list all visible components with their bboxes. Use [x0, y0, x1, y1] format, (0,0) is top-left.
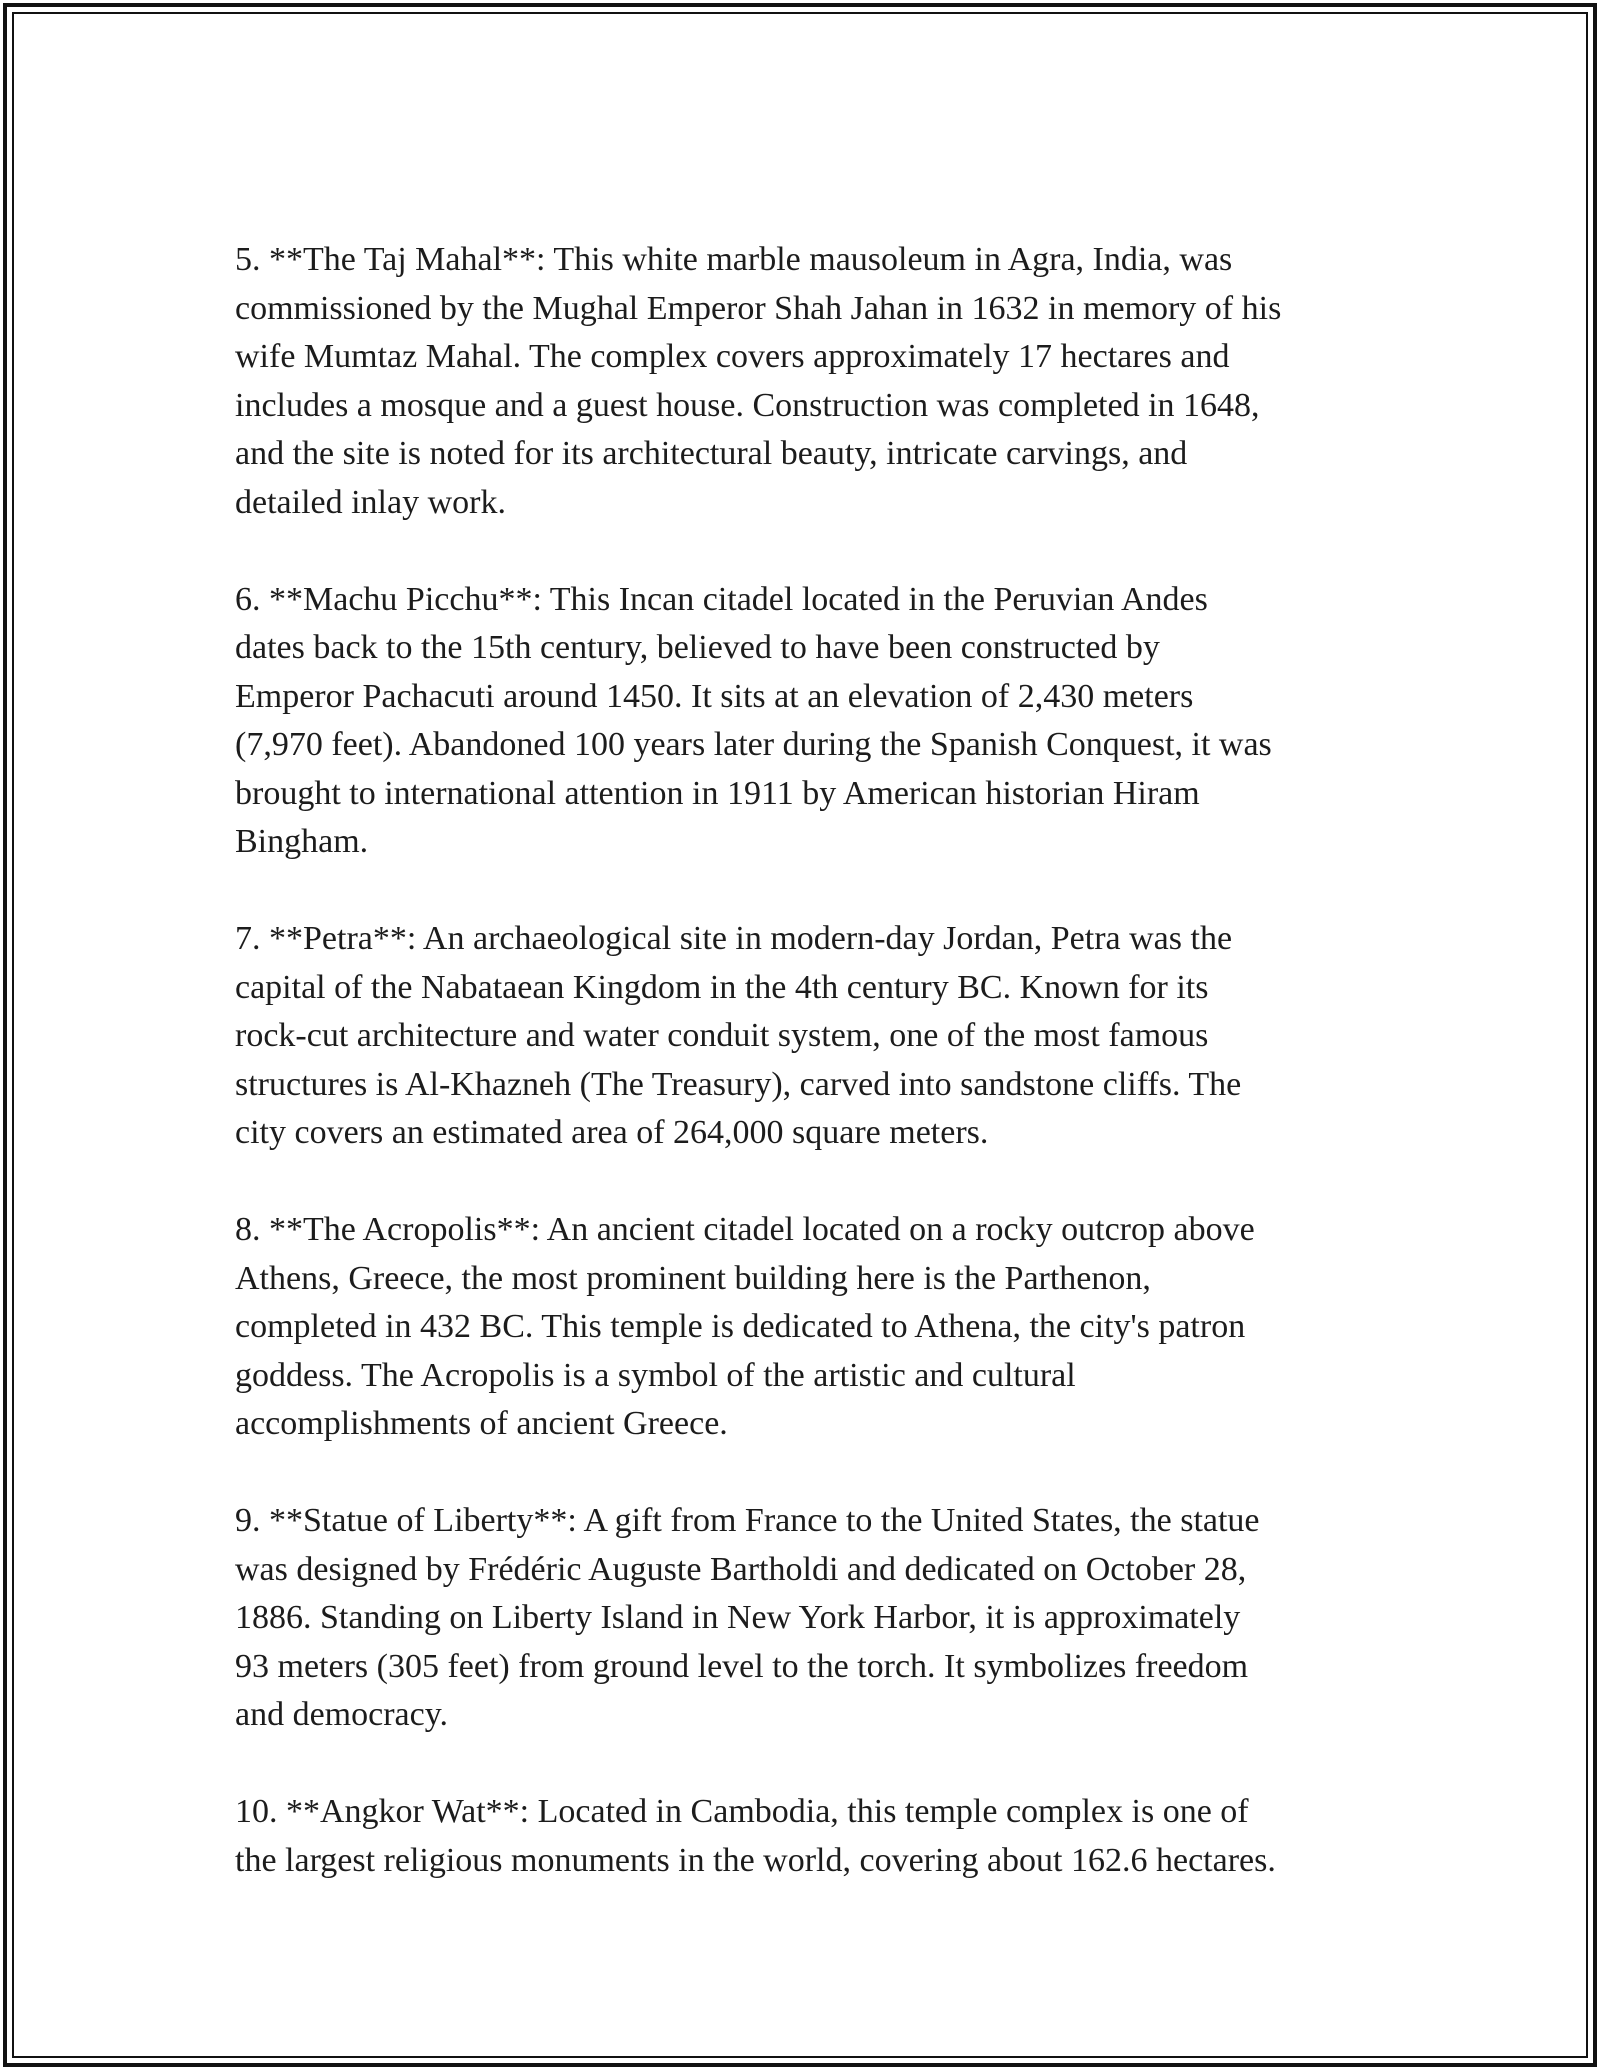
text-line: Athens, Greece, the most prominent building here is the Parthenon,	[235, 1259, 1151, 1297]
document-body	[235, 236, 1395, 1885]
list-item-statue-of-liberty	[235, 1497, 1395, 1740]
text-line: commissioned by the Mughal Emperor Shah Jahan in 1632 in memory of his	[235, 289, 1282, 327]
text-line: 10. **Angkor Wat**: Located in Cambodia, this temple complex is one of	[235, 1793, 1249, 1830]
text-line: dates back to the 15th century, believed to have been constructed by	[235, 629, 1160, 666]
text-line: Emperor Pachacuti around 1450. It sits at an elevation of 2,430 meters	[235, 677, 1194, 715]
text-line: 1886. Standing on Liberty Island in New York Harbor, it is approximately	[235, 1599, 1241, 1636]
text-line: 5. **The Taj Mahal**: This white marble mausoleum in Agra, India, was	[235, 241, 1233, 278]
text-line: 8. **The Acropolis**: An ancient citadel located on a rocky outcrop above	[235, 1211, 1255, 1248]
text-line: capital of the Nabataean Kingdom in the 4th century BC. Known for its	[235, 968, 1209, 1006]
text-line: brought to international attention in 1911 by American historian Hiram	[235, 774, 1200, 812]
text-line: 7. **Petra**: An archaeological site in modern-day Jordan, Petra was the	[235, 920, 1233, 957]
text-line: goddess. The Acropolis is a symbol of the artistic and cultural	[235, 1356, 1076, 1394]
text-line: and the site is noted for its architectural beauty, intricate carvings, and	[235, 435, 1188, 472]
text-line: Bingham.	[235, 823, 369, 860]
text-line: city covers an estimated area of 264,000 square meters.	[235, 1114, 989, 1151]
text-line: and democracy.	[235, 1696, 449, 1733]
list-item-machu-picchu	[235, 576, 1395, 867]
text-line: structures is Al-Khazneh (The Treasury), carved into sandstone cliffs. The	[235, 1065, 1242, 1103]
text-line: (7,970 feet). Abandoned 100 years later during the Spanish Conquest, it was	[235, 726, 1272, 763]
list-item-angkor-wat	[235, 1788, 1395, 1885]
text-line: wife Mumtaz Mahal. The complex covers approximately 17 hectares and	[235, 338, 1230, 375]
text-line: completed in 432 BC. This temple is dedicated to Athena, the city's patron	[235, 1308, 1246, 1345]
text-line: 93 meters (305 feet) from ground level to the torch. It symbolizes freedom	[235, 1647, 1249, 1685]
text-line: detailed inlay work.	[235, 483, 506, 521]
text-line: was designed by Frédéric Auguste Bartholdi and dedicated on October 28,	[235, 1550, 1247, 1588]
text-line: includes a mosque and a guest house. Construction was completed in 1648,	[235, 386, 1260, 424]
text-line: rock-cut architecture and water conduit system, one of the most famous	[235, 1017, 1209, 1054]
list-item-petra	[235, 915, 1395, 1158]
text-line: the largest religious monuments in the world, covering about 162.6 hectares.	[235, 1841, 1276, 1879]
list-item-taj-mahal	[235, 236, 1395, 527]
text-line: 6. **Machu Picchu**: This Incan citadel located in the Peruvian Andes	[235, 580, 1208, 618]
list-item-acropolis	[235, 1206, 1395, 1449]
text-line: 9. **Statue of Liberty**: A gift from France to the United States, the statue	[235, 1502, 1260, 1539]
text-line: accomplishments of ancient Greece.	[235, 1405, 728, 1442]
